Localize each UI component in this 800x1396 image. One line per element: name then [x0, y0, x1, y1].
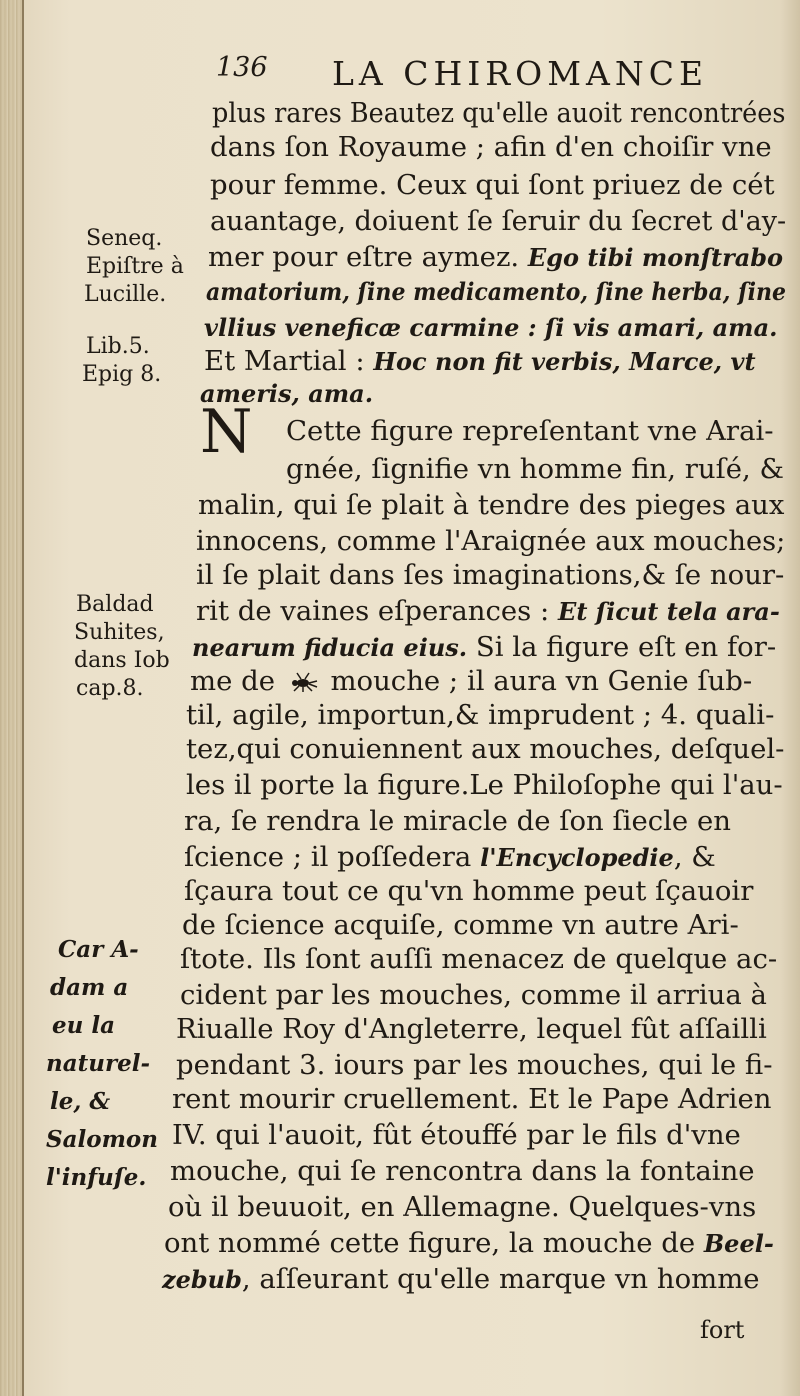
- text-run: dans ſon Royaume ; afin d'en choiſir vne: [210, 131, 772, 163]
- text-run: il ſe plait dans ſes imaginations,& ſe nour-: [196, 559, 785, 591]
- text-line: [184, 804, 731, 838]
- text-run: me de: [190, 665, 284, 697]
- latin-quotation: Beel-: [703, 1229, 774, 1258]
- text-run: , &: [673, 841, 716, 873]
- text-line: [206, 274, 786, 309]
- text-line: [186, 768, 783, 802]
- latin-quotation: Et ſicut tela ara-: [558, 597, 780, 626]
- text-run: pendant 3. iours par les mouches, qui le fi-: [176, 1049, 773, 1081]
- margin-note-line: l'infuſe.: [46, 1164, 147, 1191]
- margin-note-line: Lucille.: [84, 282, 167, 307]
- text-line: [184, 874, 753, 908]
- running-title: LA CHIROMANCE: [332, 54, 709, 93]
- text-run: malin, qui ſe plait à tendre des pieges aux: [198, 489, 785, 521]
- text-run: de ſcience acquiſe, comme vn autre Ari-: [182, 909, 739, 941]
- text-run: rent mourir cruellement. Et le Pape Adrien: [172, 1083, 772, 1115]
- text-run: ſçaura tout ce qu'vn homme peut ſçauoir: [184, 875, 754, 907]
- text-run: ra, ſe rendra le miracle de ſon ſiecle en: [184, 805, 731, 837]
- text-run: tez,qui conuiennent aux mouches, deſquel-: [186, 733, 785, 765]
- text-run: auantage, doiuent ſe ſeruir du ſecret d'ay-: [210, 205, 787, 237]
- text-line: [190, 664, 752, 698]
- text-line: [196, 558, 784, 592]
- text-line: [198, 488, 784, 522]
- text-line: [186, 698, 774, 732]
- text-run: Riualle Roy d'Angleterre, lequel fût aſſailli: [176, 1013, 767, 1045]
- text-line: [210, 204, 786, 238]
- text-line: [212, 96, 785, 130]
- margin-note-line: Epig 8.: [82, 362, 162, 387]
- text-run: mouche, qui ſe rencontra dans la fontaine: [170, 1155, 755, 1187]
- text-line: [184, 840, 716, 875]
- text-run: ont nommé cette figure, la mouche de: [164, 1227, 704, 1259]
- drop-capital: N: [200, 397, 253, 467]
- text-line: [182, 908, 739, 942]
- latin-quotation: ameris, ama.: [200, 379, 374, 408]
- text-run: mouche ; il aura vn Genie ſub-: [321, 665, 753, 697]
- margin-note-line: Seneq.: [86, 226, 163, 251]
- latin-quotation: Hoc non fit verbis, Marce, vt: [373, 347, 756, 376]
- text-line: [172, 1082, 771, 1116]
- margin-note-line: Salomon: [46, 1126, 158, 1153]
- text-line: [208, 240, 783, 275]
- margin-note-line: dam a: [50, 974, 129, 1001]
- margin-note-line: cap.8.: [76, 676, 144, 701]
- margin-note-line: Car A-: [58, 936, 139, 963]
- text-line: [196, 524, 785, 558]
- text-line: [286, 452, 784, 486]
- text-line: [172, 1118, 741, 1152]
- text-line: [286, 414, 774, 448]
- text-run: cident par les mouches, comme il arriua à: [180, 979, 767, 1011]
- text-line: [210, 130, 772, 164]
- catchword: fort: [700, 1316, 745, 1344]
- margin-note-line: Epiſtre à: [86, 254, 184, 279]
- text-line: [192, 630, 776, 665]
- margin-note-line: eu la: [52, 1012, 116, 1039]
- latin-quotation: zebub: [162, 1265, 242, 1294]
- text-run: innocens, comme l'Araignée aux mouches;: [196, 525, 786, 557]
- text-run: Si la figure eſt en for-: [467, 631, 777, 663]
- text-run: plus rares Beautez qu'elle auoit rencontrées: [212, 97, 786, 129]
- text-run: til, agile, importun,& imprudent ; 4. quali-: [186, 699, 775, 731]
- text-line: [204, 310, 777, 345]
- margin-note-line: naturel-: [46, 1050, 151, 1077]
- latin-quotation: amatorium, ſine medicamento, ſine herba, ſine: [206, 277, 787, 306]
- text-run: les il porte la figure.Le Philoſophe qui l'au-: [186, 769, 783, 801]
- text-line: [210, 168, 775, 202]
- text-line: [176, 1048, 773, 1082]
- text-run: Et Martial :: [204, 345, 374, 377]
- margin-note-line: le, &: [50, 1088, 111, 1115]
- text-line: [200, 376, 373, 411]
- text-run: ſtote. Ils ſont auſſi menacez de quelque ac-: [180, 943, 778, 975]
- latin-quotation: vllius veneficæ carmine : ſi vis amari, ama.: [204, 313, 778, 342]
- text-run: Cette figure repreſentant vne Arai-: [286, 415, 774, 447]
- latin-quotation: Ego tibi monſtrabo: [527, 243, 784, 272]
- latin-quotation: nearum fiducia eius.: [192, 633, 468, 662]
- text-line: [186, 732, 784, 766]
- text-line: [204, 344, 756, 379]
- text-run: gnée, ſignifie vn homme fin, ruſé, &: [286, 453, 785, 485]
- text-line: [170, 1154, 755, 1188]
- latin-quotation: l'Encyclopedie: [480, 843, 674, 872]
- text-run: mer pour eſtre aymez.: [208, 241, 528, 273]
- text-run: où il beuuoit, en Allemagne. Quelques-vns: [168, 1191, 757, 1223]
- text-line: [180, 942, 777, 976]
- text-line: [164, 1226, 774, 1261]
- text-line: [176, 1012, 767, 1046]
- margin-note-line: Baldad: [76, 592, 154, 617]
- text-run: ſcience ; il poſſedera: [184, 841, 481, 873]
- page-number: 136: [216, 52, 268, 83]
- text-run: rit de vaines eſperances :: [196, 595, 559, 627]
- text-run: , aſſeurant qu'elle marque vn homme: [241, 1263, 760, 1295]
- margin-note-line: dans Iob: [74, 648, 170, 673]
- text-line: [162, 1262, 760, 1297]
- text-run: pour femme. Ceux qui ſont priuez de cét: [210, 169, 775, 201]
- margin-note-line: Suhites,: [74, 620, 165, 645]
- text-line: [196, 594, 780, 629]
- text-run: IV. qui l'auoit, fût étouffé par le fils d'vne: [172, 1119, 741, 1151]
- margin-note-line: Lib.5.: [86, 334, 150, 359]
- fly-figure-icon: [288, 666, 318, 686]
- text-line: [180, 978, 767, 1012]
- text-line: [168, 1190, 756, 1224]
